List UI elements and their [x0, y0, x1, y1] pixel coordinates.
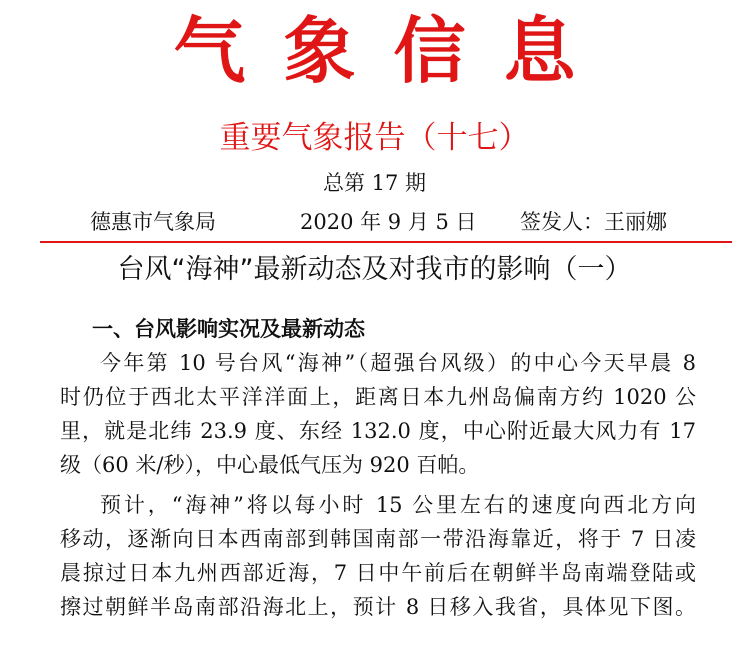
- issue-number: 总第 17 期: [322, 171, 427, 195]
- signer: 签发人：王丽娜: [520, 210, 667, 234]
- paragraph-2: [60, 488, 696, 624]
- article-headline: 台风“海神”最新动态及对我市的影响（一）: [117, 254, 632, 285]
- paragraph-line: 里，就是北纬 23.9 度、东经 132.0 度，中心附近最大风力有 17: [60, 419, 696, 443]
- issue-date: 2020 年 9 月 5 日: [300, 210, 477, 234]
- paragraph-line: 级（60 米/秒），中心最低气压为 920 百帕。: [60, 453, 480, 477]
- paragraph-line: 晨掠过日本九州西部近海，7 日中午前后在朝鲜半岛南端登陆或: [60, 561, 696, 585]
- masthead-title: 气象信息: [173, 9, 614, 93]
- report-title: 重要气象报告（十七）: [219, 120, 530, 156]
- header-divider: [40, 241, 732, 243]
- paragraph-line: 擦过朝鲜半岛南部沿海北上，预计 8 日移入我省，具体见下图。: [60, 595, 696, 619]
- paragraph-line: 今年第 10 号台风“海神”（超强台风级）的中心今天早晨 8: [100, 351, 696, 375]
- issuer-name: 德惠市气象局: [90, 210, 216, 234]
- paragraph-line: 预计，“海神”将以每小时 15 公里左右的速度向西北方向: [100, 493, 696, 517]
- paragraph-line: 移动，逐渐向日本西南部到韩国南部一带沿海靠近，将于 7 日凌: [60, 527, 696, 551]
- paragraph-1: [60, 346, 696, 482]
- paragraph-line: 时仍位于西北太平洋洋面上，距离日本九州岛偏南方约 1020 公: [60, 385, 696, 409]
- section-heading: 一、台风影响实况及最新动态: [92, 317, 365, 341]
